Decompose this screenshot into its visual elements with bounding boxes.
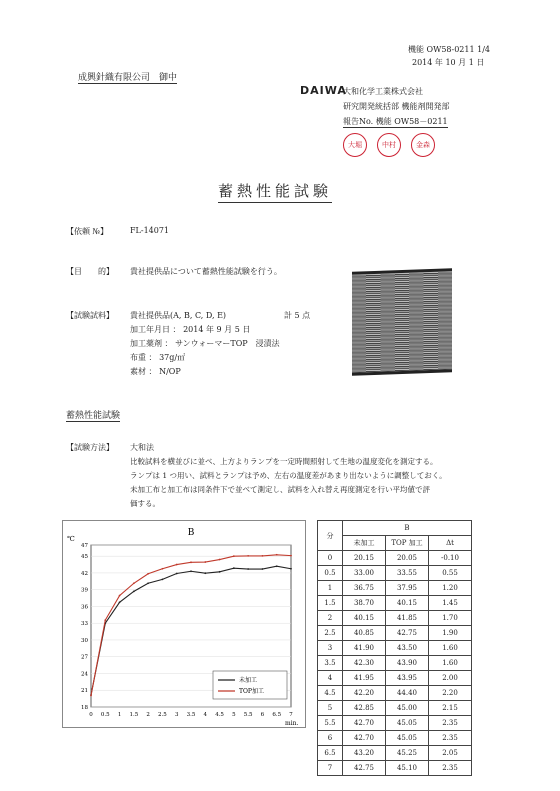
x-tick-label: 3.5: [186, 712, 196, 718]
data-point: [90, 695, 92, 697]
table-row: [318, 581, 472, 596]
table-header-delta: Δt: [429, 536, 472, 551]
data-point: [233, 567, 235, 569]
y-tick-label: 45: [81, 554, 88, 561]
x-tick-label: 7: [289, 712, 293, 718]
table-row: [318, 716, 472, 731]
y-tick-label: 27: [81, 654, 88, 661]
data-point: [119, 601, 121, 603]
x-tick-label: 1: [117, 712, 122, 718]
data-point: [190, 570, 192, 572]
cell-untreated: 38.70: [343, 596, 386, 611]
y-tick-label: 21: [81, 688, 88, 695]
table-row: [318, 731, 472, 746]
data-point: [133, 590, 135, 592]
data-point: [176, 573, 178, 575]
legend-label: 未加工: [239, 677, 258, 684]
sample-line2: 加工年月日 ： 2014 年 9 月 5 日: [130, 325, 251, 334]
temperature-chart: [63, 521, 305, 727]
method-line-2: ランプは 1 つ用い、試料とランプは予め、左右の温度差があまり出ないように調整しておく。: [130, 471, 447, 480]
data-point: [290, 568, 292, 570]
cell-top: 33.55: [386, 566, 429, 581]
table-row: [318, 656, 472, 671]
cell-top: 45.05: [386, 731, 429, 746]
cell-delta: -0.10: [429, 551, 472, 566]
y-tick-label: 42: [81, 570, 88, 577]
table-row: [318, 551, 472, 566]
cell-delta: 2.05: [429, 746, 472, 761]
cell-minute: 5: [318, 701, 343, 716]
cell-top: 41.85: [386, 611, 429, 626]
company-name: 大和化学工業株式会社: [343, 87, 423, 96]
table-row: [318, 566, 472, 581]
cell-minute: 3.5: [318, 656, 343, 671]
sample-line5: 素材 ： N/OP: [130, 367, 181, 376]
method-line-4: 価する。: [130, 499, 160, 508]
y-tick-label: 24: [81, 671, 88, 678]
cell-delta: 1.60: [429, 641, 472, 656]
section-heading: 蓄熱性能試験: [66, 408, 120, 422]
cell-delta: 2.15: [429, 701, 472, 716]
table-row: [318, 626, 472, 641]
sample-line1: 貴社提供品(A, B, C, D, E): [130, 311, 227, 320]
y-axis-unit: ℃: [67, 535, 75, 543]
data-point: [104, 619, 106, 621]
stamp-1: 大堀: [343, 133, 367, 157]
x-tick-label: 4.5: [215, 712, 224, 718]
data-point: [276, 565, 278, 567]
table-header-untreated: 未加工: [343, 536, 386, 551]
table-row: [318, 641, 472, 656]
cell-top: 44.40: [386, 686, 429, 701]
table-row: [318, 701, 472, 716]
method-line-3: 未加工布と加工布は同条件下で並べて測定し、試料を入れ替え再度測定を行い平均値で評: [130, 485, 430, 494]
purpose-value: 貴社提供品について蓄熱性能試験を行う。: [130, 267, 282, 276]
method-name: 大和法: [130, 443, 154, 452]
sample-line4: 布重 ： 37g/㎡: [130, 353, 186, 362]
cell-untreated: 43.20: [343, 746, 386, 761]
x-tick-label: 2.5: [158, 712, 167, 718]
cell-top: 40.15: [386, 596, 429, 611]
x-tick-label: 6: [260, 712, 265, 718]
department: 研究開発統括部 機能剤開発部: [343, 102, 450, 111]
x-tick-label: 4: [203, 712, 208, 718]
cell-untreated: 40.85: [343, 626, 386, 641]
data-point: [247, 555, 249, 557]
recipient: 成興針織有限公司 御中: [78, 70, 177, 84]
cell-minute: 2: [318, 611, 343, 626]
cell-minute: 5.5: [318, 716, 343, 731]
data-point: [219, 559, 221, 561]
y-tick-label: 36: [81, 604, 88, 611]
sample-label: 【試験試料】: [66, 311, 114, 320]
cell-minute: 6: [318, 731, 343, 746]
table-row: [318, 686, 472, 701]
table-row: [318, 761, 472, 776]
data-point: [119, 595, 121, 597]
cell-delta: 2.35: [429, 761, 472, 776]
x-tick-label: 6.5: [272, 712, 282, 718]
cell-untreated: 40.15: [343, 611, 386, 626]
y-tick-label: 39: [81, 587, 88, 594]
cell-minute: 4.5: [318, 686, 343, 701]
cell-minute: 7: [318, 761, 343, 776]
y-tick-label: 18: [81, 705, 88, 711]
report-date: 2014 年 10 月 1 日: [412, 58, 485, 67]
cell-top: 37.95: [386, 581, 429, 596]
fabric-sample-photo: [352, 268, 452, 375]
cell-delta: 1.60: [429, 656, 472, 671]
cell-untreated: 42.70: [343, 716, 386, 731]
stamp-3: 金森: [411, 133, 435, 157]
cell-untreated: 20.15: [343, 551, 386, 566]
x-tick-label: 0.5: [100, 712, 110, 718]
data-point: [262, 568, 264, 570]
cell-untreated: 41.95: [343, 671, 386, 686]
data-point: [276, 554, 278, 556]
data-point: [247, 568, 249, 570]
report-number: 報告No. 機能 OW58－0211: [343, 117, 448, 126]
table-header-top: TOP 加工: [386, 536, 429, 551]
cell-untreated: 41.90: [343, 641, 386, 656]
request-label: 【依頼 №】: [66, 227, 109, 236]
cell-delta: 1.70: [429, 611, 472, 626]
cell-untreated: 42.20: [343, 686, 386, 701]
cell-untreated: 42.75: [343, 761, 386, 776]
data-point: [147, 573, 149, 575]
sample-line3: 加工薬剤 ： サンウォーマーTOP 浸漬法: [130, 339, 280, 348]
x-tick-label: 5.5: [243, 712, 253, 718]
stamp-2: 中村: [377, 133, 401, 157]
cell-top: 45.05: [386, 716, 429, 731]
request-value: FL-14071: [130, 226, 170, 235]
cell-minute: 6.5: [318, 746, 343, 761]
purpose-label: 【目 的】: [66, 267, 114, 276]
cell-untreated: 42.70: [343, 731, 386, 746]
cell-minute: 1.5: [318, 596, 343, 611]
x-tick-label: 1.5: [129, 712, 139, 718]
cell-delta: 2.20: [429, 686, 472, 701]
data-table: [317, 520, 472, 776]
data-point: [147, 582, 149, 584]
data-point: [219, 571, 221, 573]
cell-delta: 2.35: [429, 731, 472, 746]
cell-minute: 1: [318, 581, 343, 596]
cell-untreated: 42.30: [343, 656, 386, 671]
x-tick-label: 5: [232, 712, 236, 718]
cell-minute: 0.5: [318, 566, 343, 581]
cell-top: 43.90: [386, 656, 429, 671]
cell-top: 45.00: [386, 701, 429, 716]
cell-untreated: 42.85: [343, 701, 386, 716]
table-group-label: B: [343, 521, 472, 536]
doc-number: 機能 OW58-0211 1/4: [408, 45, 490, 54]
data-point: [176, 564, 178, 566]
cell-untreated: 36.75: [343, 581, 386, 596]
table-row: [318, 611, 472, 626]
cell-delta: 0.55: [429, 566, 472, 581]
cell-delta: 1.45: [429, 596, 472, 611]
data-point: [233, 555, 235, 557]
cell-top: 45.25: [386, 746, 429, 761]
cell-top: 45.10: [386, 761, 429, 776]
table-row: [318, 596, 472, 611]
cell-minute: 3: [318, 641, 343, 656]
document-title: 蓄熱性能試験: [218, 180, 332, 203]
y-tick-label: 30: [81, 637, 88, 644]
sample-count: 計 5 点: [284, 311, 311, 320]
data-point: [290, 555, 292, 557]
cell-delta: 1.20: [429, 581, 472, 596]
data-point: [204, 572, 206, 574]
legend-label: TOP加工: [239, 688, 264, 695]
company-logo: DAIWA: [300, 84, 347, 97]
cell-minute: 0: [318, 551, 343, 566]
data-point: [204, 561, 206, 563]
table-row: [318, 746, 472, 761]
data-point: [190, 561, 192, 563]
chart-title: B: [187, 528, 195, 538]
y-tick-label: 47: [81, 543, 88, 549]
cell-top: 42.75: [386, 626, 429, 641]
x-tick-label: 0: [89, 712, 93, 718]
x-tick-label: 3: [174, 712, 179, 718]
cell-minute: 4: [318, 671, 343, 686]
x-axis-unit: min.: [285, 720, 299, 727]
y-tick-label: 33: [81, 621, 88, 628]
x-tick-label: 2: [146, 712, 150, 718]
cell-delta: 2.35: [429, 716, 472, 731]
cell-delta: 2.00: [429, 671, 472, 686]
chart-frame: [62, 520, 306, 728]
cell-top: 20.05: [386, 551, 429, 566]
data-point: [262, 555, 264, 557]
cell-untreated: 33.00: [343, 566, 386, 581]
cell-top: 43.95: [386, 671, 429, 686]
data-point: [162, 578, 164, 580]
table-row: [318, 671, 472, 686]
method-line-1: 比較試料を横並びに並べ、上方よりランプを一定時間照射して生地の温度変化を測定する。: [130, 457, 438, 466]
data-point: [133, 582, 135, 584]
cell-minute: 2.5: [318, 626, 343, 641]
cell-top: 43.50: [386, 641, 429, 656]
cell-delta: 1.90: [429, 626, 472, 641]
table-header-minutes: 分: [318, 521, 343, 551]
method-label: 【試験方法】: [66, 443, 114, 452]
data-point: [162, 568, 164, 570]
